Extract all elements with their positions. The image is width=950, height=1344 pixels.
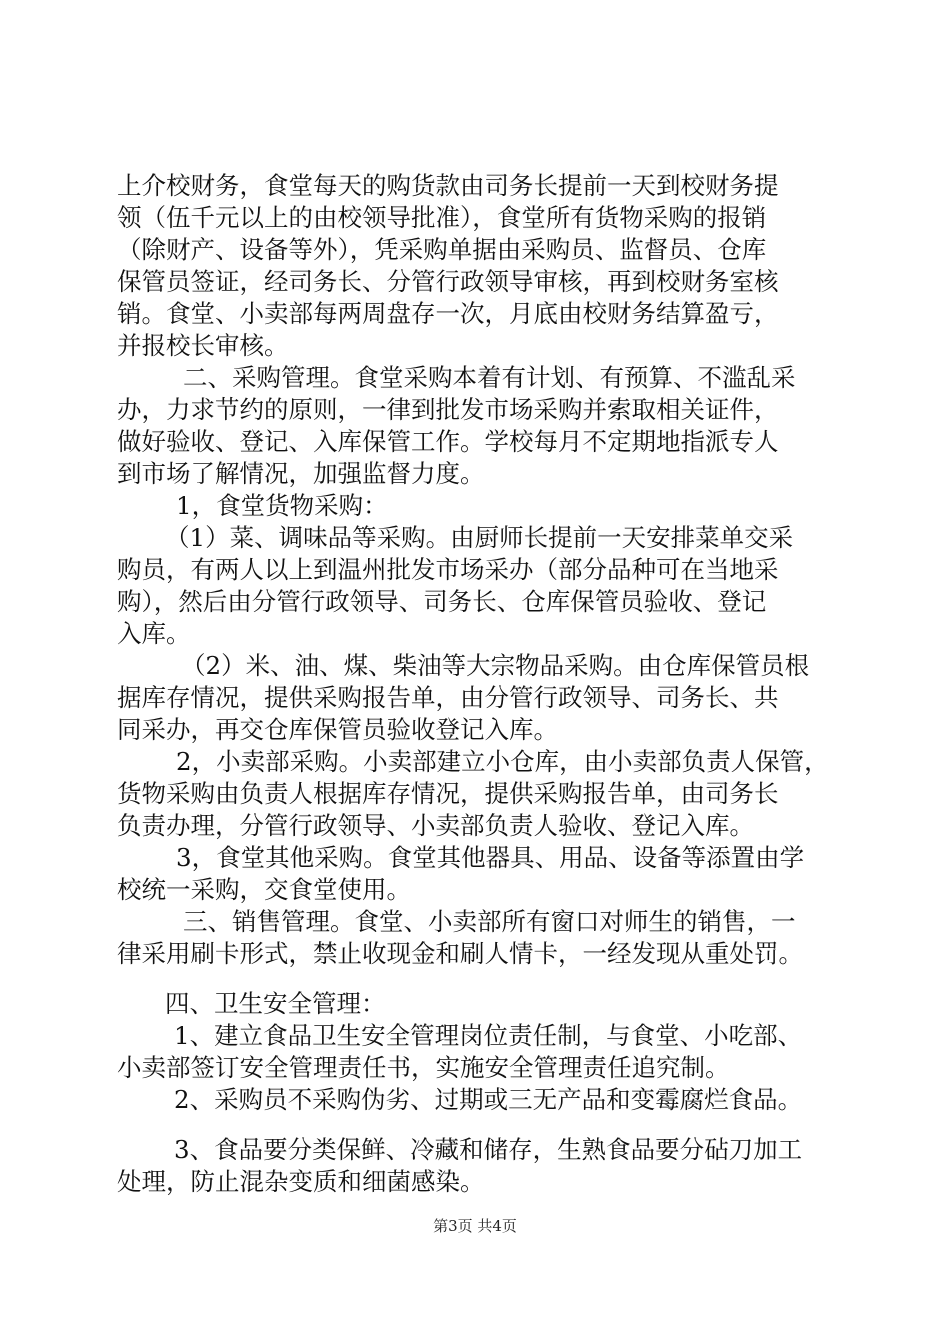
document-body [117, 170, 852, 1198]
subsection-heading: 1，食堂货物采购： [176, 491, 388, 520]
text-line: 律采用刷卡形式，禁止收现金和刷人情卡，一经发现从重处罚。 [117, 939, 803, 968]
text-line: 2、采购员不采购伪劣、过期或三无产品和变霉腐烂食品。 [174, 1085, 803, 1114]
text-line: （2）米、油、煤、柴油等大宗物品采购。由仓库保管员根 [181, 651, 810, 680]
text-line: （除财产、设备等外），凭采购单据由采购员、监督员、仓库 [117, 235, 767, 264]
text-line: 货物采购由负责人根据库存情况，提供采购报告单，由司务长 [117, 779, 779, 808]
text-line: 销。食堂、小卖部每两周盘存一次，月底由校财务结算盈亏， [117, 299, 779, 328]
text-line: 到市场了解情况，加强监督力度。 [117, 459, 485, 488]
text-line: 负责办理，分管行政领导、小卖部负责人验收、登记入库。 [117, 811, 754, 840]
page-number-footer: 第3页 共4页 [433, 1217, 517, 1235]
text-line: 1、建立食品卫生安全管理岗位责任制，与食堂、小吃部、 [174, 1021, 803, 1050]
text-line: （1）菜、调味品等采购。由厨师长提前一天安排菜单交采 [165, 523, 794, 552]
text-line: 校统一采购，交食堂使用。 [117, 875, 411, 904]
text-line: 3，食堂其他采购。食堂其他器具、用品、设备等添置由学 [176, 843, 805, 872]
text-line: 并报校长审核。 [117, 331, 289, 360]
section-heading-procurement: 二、采购管理。食堂采购本着有计划、有预算、不滥乱采 [183, 363, 796, 392]
text-line: 2，小卖部采购。小卖部建立小仓库，由小卖部负责人保管， [176, 747, 829, 776]
text-line: 领（伍千元以上的由校领导批准），食堂所有货物采购的报销 [117, 203, 767, 232]
text-line: 做好验收、登记、入库保管工作。学校每月不定期地指派专人 [117, 427, 779, 456]
section-heading-sales: 三、销售管理。食堂、小卖部所有窗口对师生的销售，一 [183, 907, 796, 936]
text-line: 同采办，再交仓库保管员验收登记入库。 [117, 715, 558, 744]
text-line: 保管员签证，经司务长、分管行政领导审核，再到校财务室核 [117, 267, 779, 296]
text-line: 3、食品要分类保鲜、冷藏和储存，生熟食品要分砧刀加工 [174, 1135, 803, 1164]
text-line: 入库。 [117, 619, 191, 648]
text-line: 购员，有两人以上到温州批发市场采办（部分品种可在当地采 [117, 555, 779, 584]
section-heading-hygiene: 四、卫生安全管理： [165, 989, 386, 1018]
text-line: 处理，防止混杂变质和细菌感染。 [117, 1167, 485, 1196]
text-line: 据库存情况，提供采购报告单，由分管行政领导、司务长、共 [117, 683, 779, 712]
text-line: 办，力求节约的原则，一律到批发市场采购并索取相关证件， [117, 395, 779, 424]
text-line: 上介校财务，食堂每天的购货款由司务长提前一天到校财务提 [117, 171, 779, 200]
text-line: 购），然后由分管行政领导、司务长、仓库保管员验收、登记 [117, 587, 767, 616]
text-line: 小卖部签订安全管理责任书，实施安全管理责任追究制。 [117, 1053, 730, 1082]
